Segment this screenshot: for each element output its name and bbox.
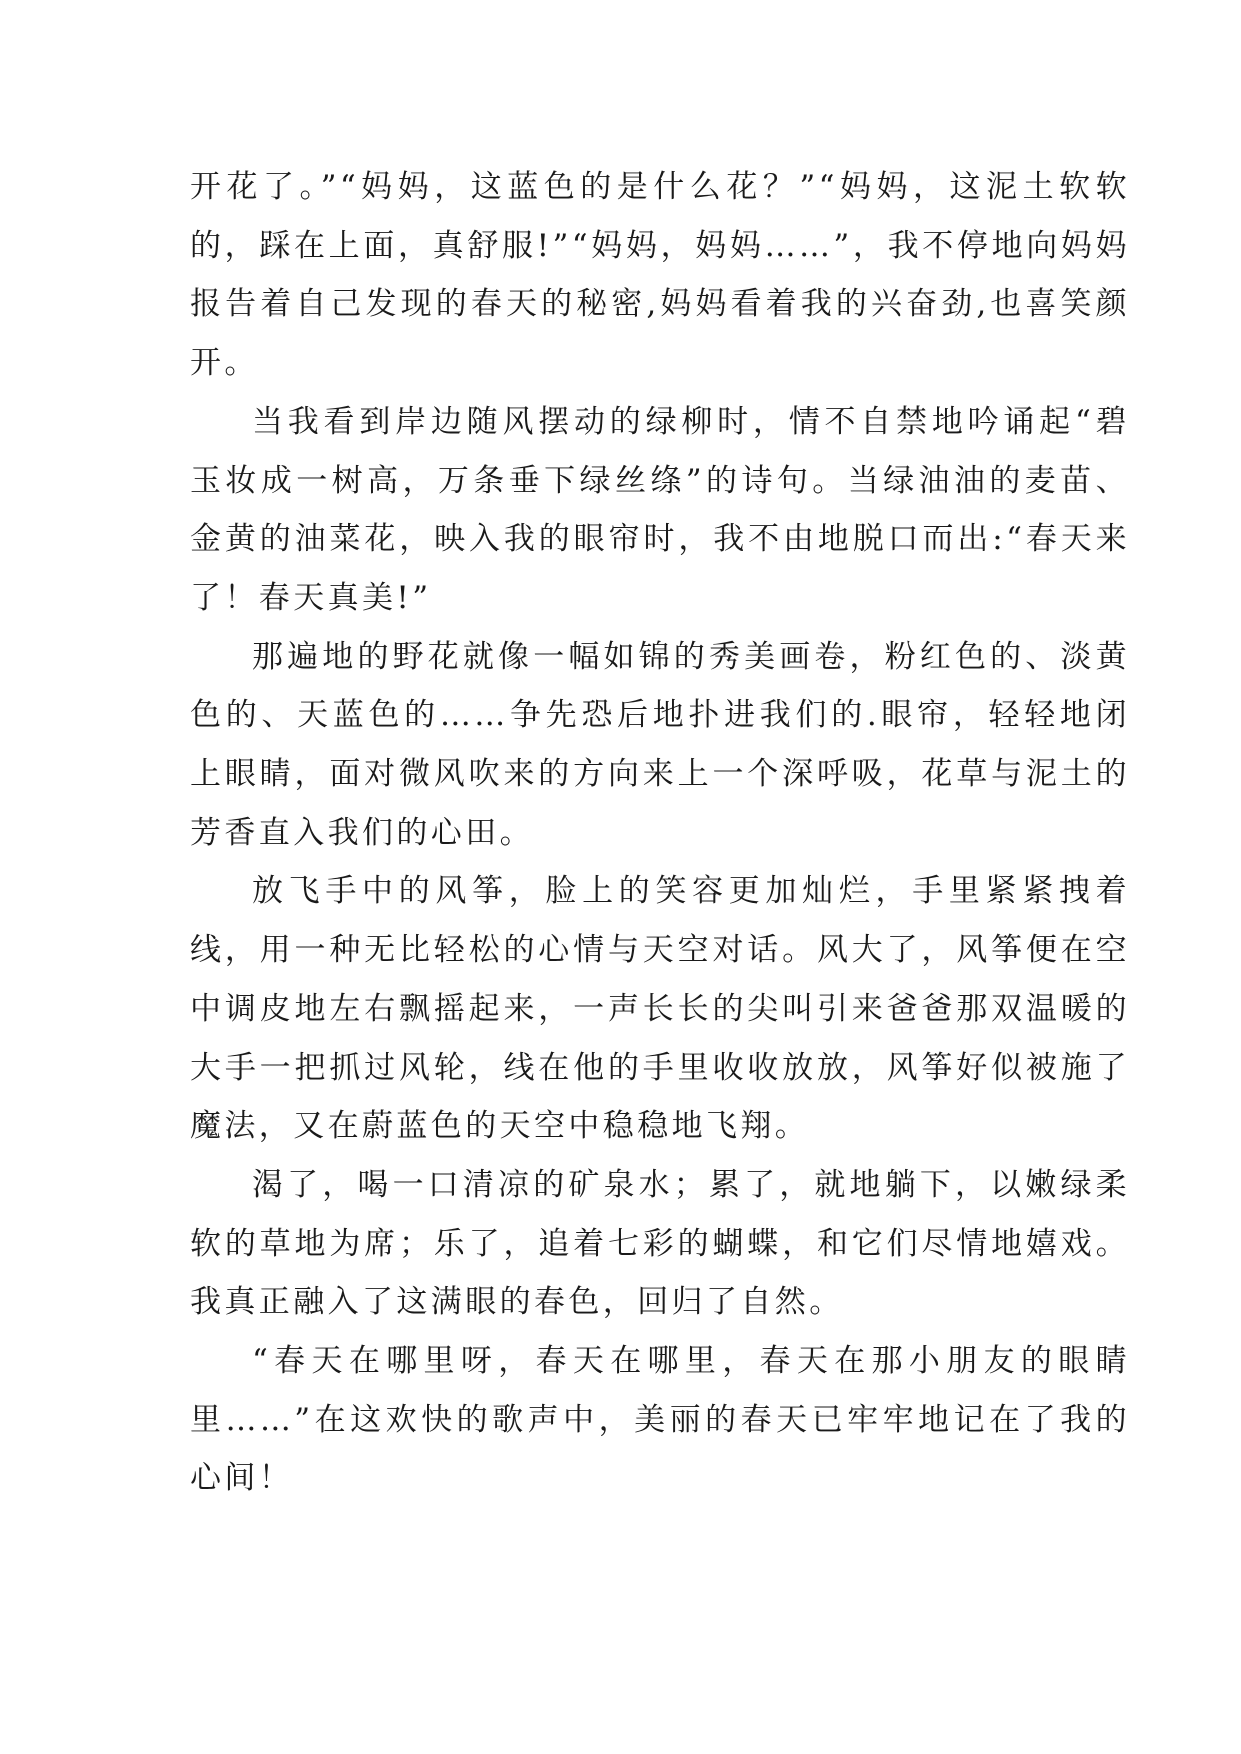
paragraph-5: 渴了，喝一口清凉的矿泉水；累了，就地躺下，以嫩绿柔软的草地为席；乐了，追着七彩的蝴蝶，和它们尽情地嬉戏。我真正融入了这满眼的春色，回归了自然。: [190, 1166, 1130, 1321]
paragraph-3: 那遍地的野花就像一幅如锦的秀美画卷，粉红色的、淡黄色的、天蓝色的……争先恐后地扑进我们的.眼帘，轻轻地闭上眼睛，面对微风吹来的方向来上一个深呼吸，花草与泥土的芳香直入我们的心田。: [190, 638, 1130, 851]
document-body: [190, 158, 1130, 1508]
paragraph-4: 放飞手中的风筝，脸上的笑容更加灿烂，手里紧紧拽着线，用一种无比轻松的心情与天空对话。风大了，风筝便在空中调皮地左右飘摇起来，一声长长的尖叫引来爸爸那双温暖的大手一把抓过风轮，线在他的手里收收放放，风筝好似被施了魔法，又在蔚蓝色的天空中稳稳地飞翔。: [190, 873, 1130, 1145]
paragraph-2: 当我看到岸边随风摆动的绿柳时，情不自禁地吟诵起“碧玉妆成一树高，万条垂下绿丝绦”的诗句。当绿油油的麦苗、金黄的油菜花，映入我的眼帘时，我不由地脱口而出:“春天来了！春天真美!”: [190, 403, 1130, 616]
paragraph-6: “春天在哪里呀，春天在哪里，春天在那小朋友的眼睛里……”在这欢快的歌声中，美丽的春天已牢牢地记在了我的心间！: [190, 1343, 1130, 1497]
paragraph-1: 开花了。”“妈妈，这蓝色的是什么花？”“妈妈，这泥土软软的，踩在上面，真舒服!”“妈妈，妈妈……”，我不停地向妈妈报告着自己发现的春天的秘密,妈妈看着我的兴奋劲,也喜笑颜开。: [190, 169, 1130, 382]
